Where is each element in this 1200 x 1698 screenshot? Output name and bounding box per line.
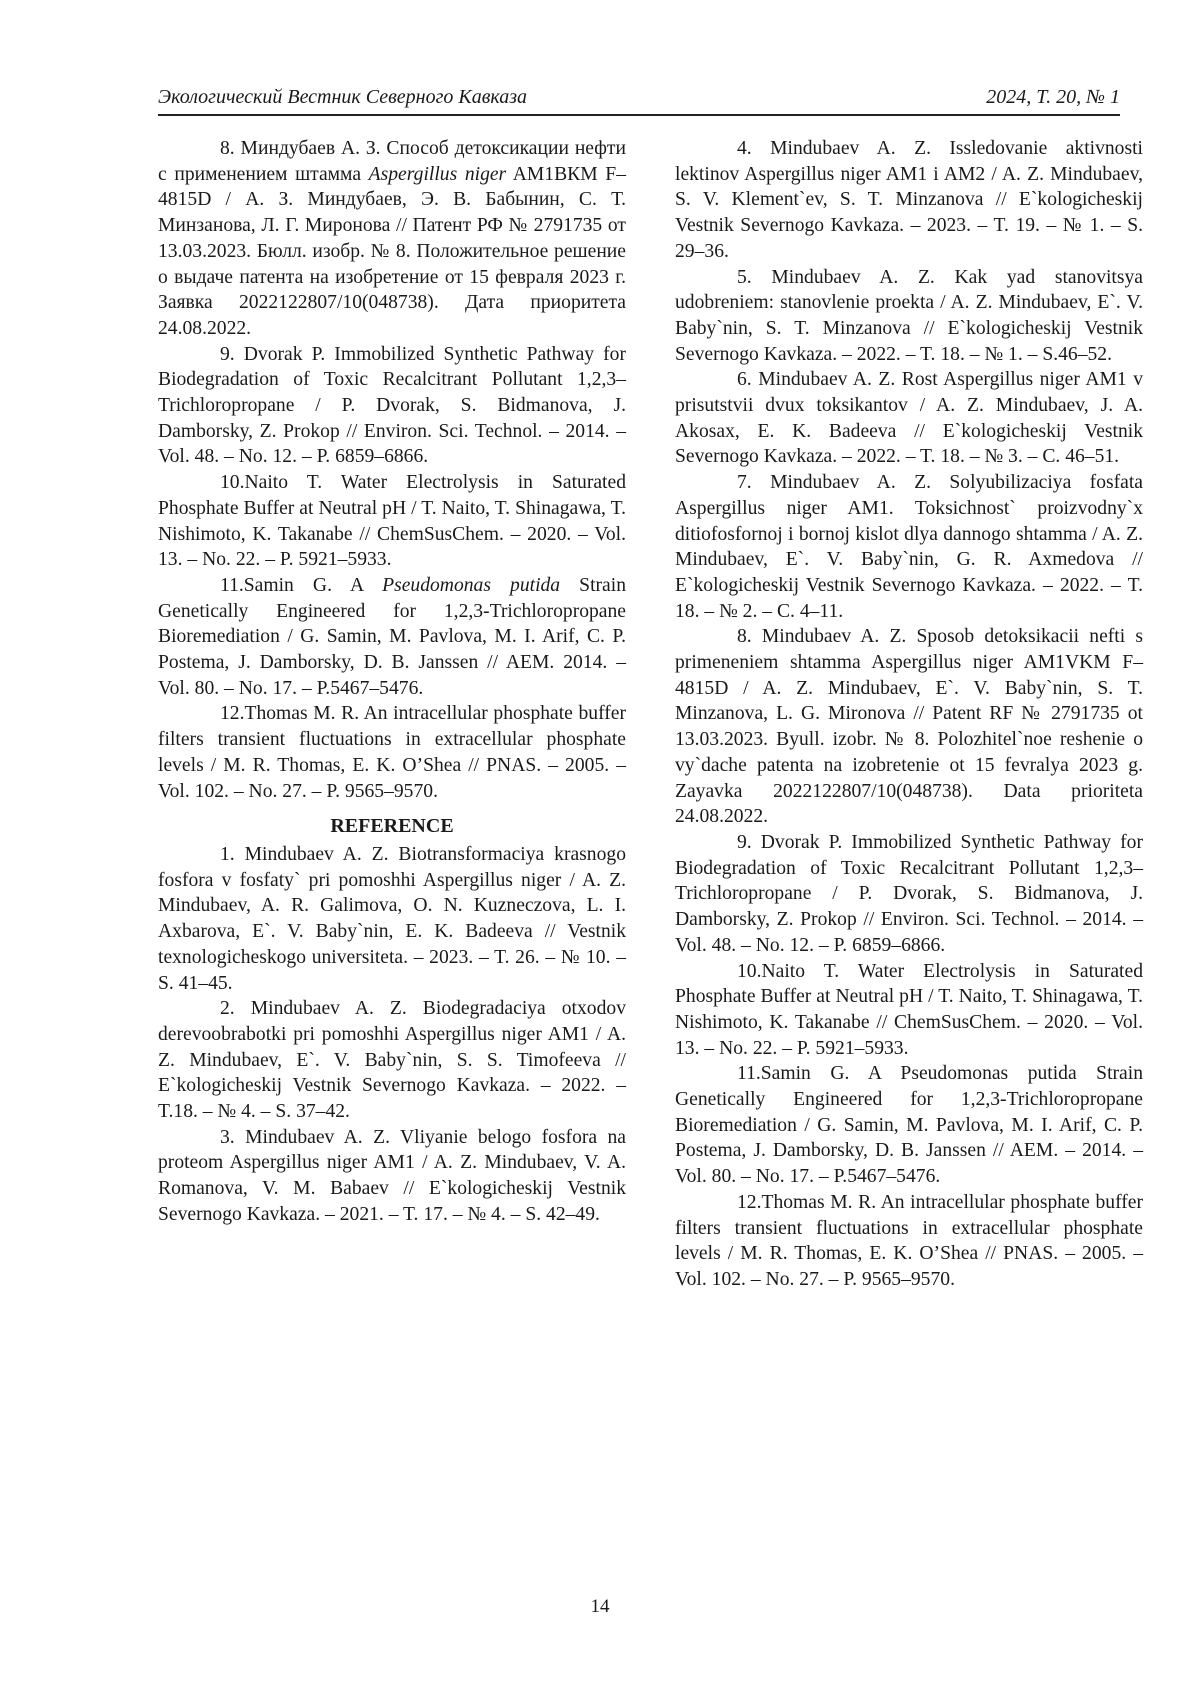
left-column: [158, 136, 626, 1228]
reference-entry: 7. Mindubaev A. Z. Solyubilizaciya fosfata Aspergillus niger AM1. Toksichnost` proizvodny`x ditiofosfornoj i bornoj kislot dlya dannogo shtamma / A. Z. Mindubaev, E`. V. Baby`nin, G. R. Axmedova // E`kologicheskij Vestnik Severnogo Kavkaza. – 2022. – T. 18. – № 2. – C. 4–11.: [675, 470, 1143, 624]
reference-entry: 4. Mindubaev A. Z. Issledovanie aktivnosti lektinov Aspergillus niger AM1 i AM2 / A. Z. Mindubaev, S. V. Klement`ev, S. T. Minzanova // E`kologicheskij Vestnik Severnogo Kavkaza. – 2023. – T. 19. – № 1. – S. 29–36.: [675, 136, 1143, 265]
reference-entry: 11.Samin G. A Pseudomonas putida Strain Genetically Engineered for 1,2,3-Trichloropropane Bioremediation / G. Samin, M. Pavlova, M. I. Arif, C. P. Postema, J. Damborsky, D. B. Janssen // AEM. – 2014. – Vol. 80. – No. 17. – P.5467–5476.: [675, 1061, 1143, 1190]
reference-entry: 9. Dvorak P. Immobilized Synthetic Pathway for Biodegradation of Toxic Recalcitrant Pollutant 1,2,3–Trichloropropane / P. Dvorak, S. Bidmanova, J. Damborsky, Z. Prokop // Environ. Sci. Technol. – 2014. – Vol. 48. – No. 12. – P. 6859–6866.: [158, 342, 626, 471]
reference-entry: 5. Mindubaev A. Z. Kak yad stanovitsya udobreniem: stanovlenie proekta / A. Z. Mindubaev, E`. V. Baby`nin, S. T. Minzanova // E`kologicheskij Vestnik Severnogo Kavkaza. – 2022. – T. 18. – № 1. – S.46–52.: [675, 265, 1143, 368]
reference-entry: 11.Samin G. A Pseudomonas putida Strain Genetically Engineered for 1,2,3-Trichloropropane Bioremediation / G. Samin, M. Pavlova, M. I. Arif, C. P. Postema, J. Damborsky, D. B. Janssen // AEM. 2014. – Vol. 80. – No. 17. – P.5467–5476.: [158, 573, 626, 702]
running-header: [158, 84, 1120, 116]
reference-entry: 1. Mindubaev A. Z. Biotransformaciya krasnogo fosfora v fosfaty` pri pomoshhi Aspergillus niger / A. Z. Mindubaev, A. R. Galimova, O. N. Kuzneczova, L. I. Axbarova, E`. V. Baby`nin, E. K. Badeeva // Vestnik texnologicheskogo universiteta. – 2023. – T. 26. – № 10. – S. 41–45.: [158, 842, 626, 996]
reference-entry: 2. Mindubaev A. Z. Biodegradaciya otxodov derevoobrabotki pri pomoshhi Aspergillus niger AM1 / A. Z. Mindubaev, E`. V. Baby`nin, S. S. Timofeeva // E`kologicheskij Vestnik Severnogo Kavkaza. – 2022. – T.18. – № 4. – S. 37–42.: [158, 996, 626, 1125]
reference-entry: 6. Mindubaev A. Z. Rost Aspergillus niger AM1 v prisutstvii dvux toksikantov / A. Z. Mindubaev, J. A. Akosax, E. K. Badeeva // E`kologicheskij Vestnik Severnogo Kavkaza. – 2022. – T. 18. – № 3. – C. 46–51.: [675, 367, 1143, 470]
reference-heading: REFERENCE: [158, 814, 626, 840]
reference-entry: 8. Mindubaev A. Z. Sposob detoksikacii nefti s primeneniem shtamma Aspergillus niger AM1VKM F–4815D / A. Z. Mindubaev, E`. V. Baby`nin, S. T. Minzanova, L. G. Mironova // Patent RF № 2791735 ot 13.03.2023. Byull. izobr. № 8. Polozhitel`noe reshenie o vy`dache patenta na izobretenie ot 15 fevralya 2023 g. Zayavka 2022122807/10(048738). Data prioriteta 24.08.2022.: [675, 624, 1143, 830]
journal-title: Экологический Вестник Северного Кавказа: [158, 86, 527, 109]
reference-entry: 9. Dvorak P. Immobilized Synthetic Pathway for Biodegradation of Toxic Recalcitrant Pollutant 1,2,3–Trichloropropane / P. Dvorak, S. Bidmanova, J. Damborsky, Z. Prokop // Environ. Sci. Technol. – 2014. – Vol. 48. – No. 12. – P. 6859–6866.: [675, 830, 1143, 959]
reference-entry: 10.Naito T. Water Electrolysis in Saturated Phosphate Buffer at Neutral pH / T. Naito, T. Shinagawa, T. Nishimoto, K. Takanabe // ChemSusChem. – 2020. – Vol. 13. – No. 22. – P. 5921–5933.: [675, 959, 1143, 1062]
reference-entry: 3. Mindubaev A. Z. Vliyanie belogo fosfora na proteom Aspergillus niger AM1 / A. Z. Mindubaev, V. A. Romanova, V. M. Babaev // E`kologicheskij Vestnik Severnogo Kavkaza. – 2021. – T. 17. – № 4. – S. 42–49.: [158, 1125, 626, 1228]
reference-entry: 12.Thomas M. R. An intracellular phosphate buffer filters transient fluctuations in extracellular phosphate levels / M. R. Thomas, E. K. O’Shea // PNAS. – 2005. – Vol. 102. – No. 27. – P. 9565–9570.: [158, 701, 626, 804]
right-column: [675, 136, 1143, 1293]
reference-entry: 10.Naito T. Water Electrolysis in Saturated Phosphate Buffer at Neutral pH / T. Naito, T. Shinagawa, T. Nishimoto, K. Takanabe // ChemSusChem. – 2020. – Vol. 13. – No. 22. – P. 5921–5933.: [158, 470, 626, 573]
issue-info: 2024, Т. 20, № 1: [986, 86, 1120, 109]
page-number: 14: [0, 1596, 1200, 1618]
reference-entry: 12.Thomas M. R. An intracellular phosphate buffer filters transient fluctuations in extracellular phosphate levels / M. R. Thomas, E. K. O’Shea // PNAS. – 2005. – Vol. 102. – No. 27. – P. 9565–9570.: [675, 1190, 1143, 1293]
reference-entry: 8. Миндубаев А. З. Способ детоксикации нефти с применением штамма Aspergillus niger AM1ВКМ F–4815D / А. З. Миндубаев, Э. В. Бабынин, С. Т. Минзанова, Л. Г. Миронова // Патент РФ № 2791735 от 13.03.2023. Бюлл. изобр. № 8. Положительное решение о выдаче патента на изобретение от 15 февраля 2023 г. Заявка 2022122807/10(048738). Дата приоритета 24.08.2022.: [158, 136, 626, 342]
